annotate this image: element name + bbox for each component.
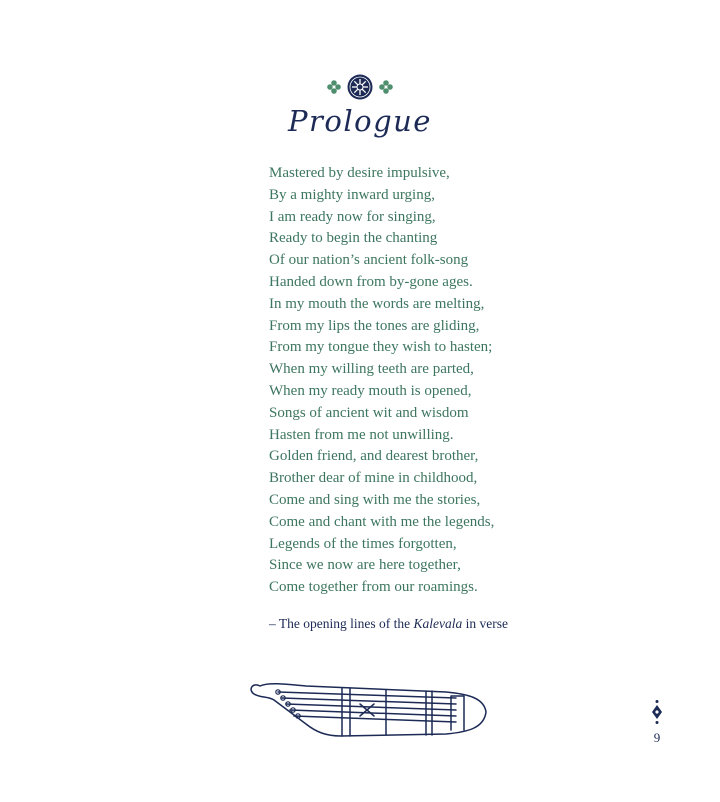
verse-line: I am ready now for singing,: [269, 208, 436, 225]
verse-line: Come together from our roamings.: [269, 579, 478, 596]
verse-line: Songs of ancient wit and wisdom: [269, 404, 469, 421]
verse-line: From my lips the tones are gliding,: [269, 317, 480, 334]
verse-line: Handed down from by-gone ages.: [269, 273, 473, 290]
verse-line: Come and sing with me the stories,: [269, 491, 481, 508]
attribution-suffix: in verse: [462, 616, 508, 631]
verse-line: Brother dear of mine in childhood,: [269, 470, 478, 487]
verse-line: From my tongue they wish to hasten;: [269, 339, 493, 356]
kantele-illustration-icon: [246, 676, 488, 742]
verse-line: Legends of the times forgotten,: [269, 535, 457, 552]
attribution-prefix: – The opening lines of the: [269, 616, 414, 631]
attribution: [269, 616, 508, 632]
verse-line: Of our nation’s ancient folk-song: [269, 252, 469, 269]
verse-line: Golden friend, and dearest brother,: [269, 448, 479, 465]
verse-line: By a mighty inward urging,: [269, 186, 435, 203]
verse-line: When my ready mouth is opened,: [269, 382, 472, 399]
verse-line: Since we now are here together,: [269, 557, 461, 574]
poem-verse: [269, 163, 599, 599]
verse-line: When my willing teeth are parted,: [269, 361, 474, 378]
page-ornament-icon: [650, 699, 664, 725]
floral-ornament-icon: [324, 72, 396, 102]
verse-line: In my mouth the words are melting,: [269, 295, 485, 312]
attribution-work-title: Kalevala: [413, 616, 463, 631]
verse-line: Mastered by desire impulsive,: [269, 165, 450, 181]
page-title: Prologue: [288, 104, 432, 138]
page-number: 9: [653, 730, 661, 745]
verse-line: Ready to begin the chanting: [269, 230, 438, 247]
verse-line: Hasten from me not unwilling.: [269, 426, 454, 443]
verse-line: Come and chant with me the legends,: [269, 513, 495, 530]
